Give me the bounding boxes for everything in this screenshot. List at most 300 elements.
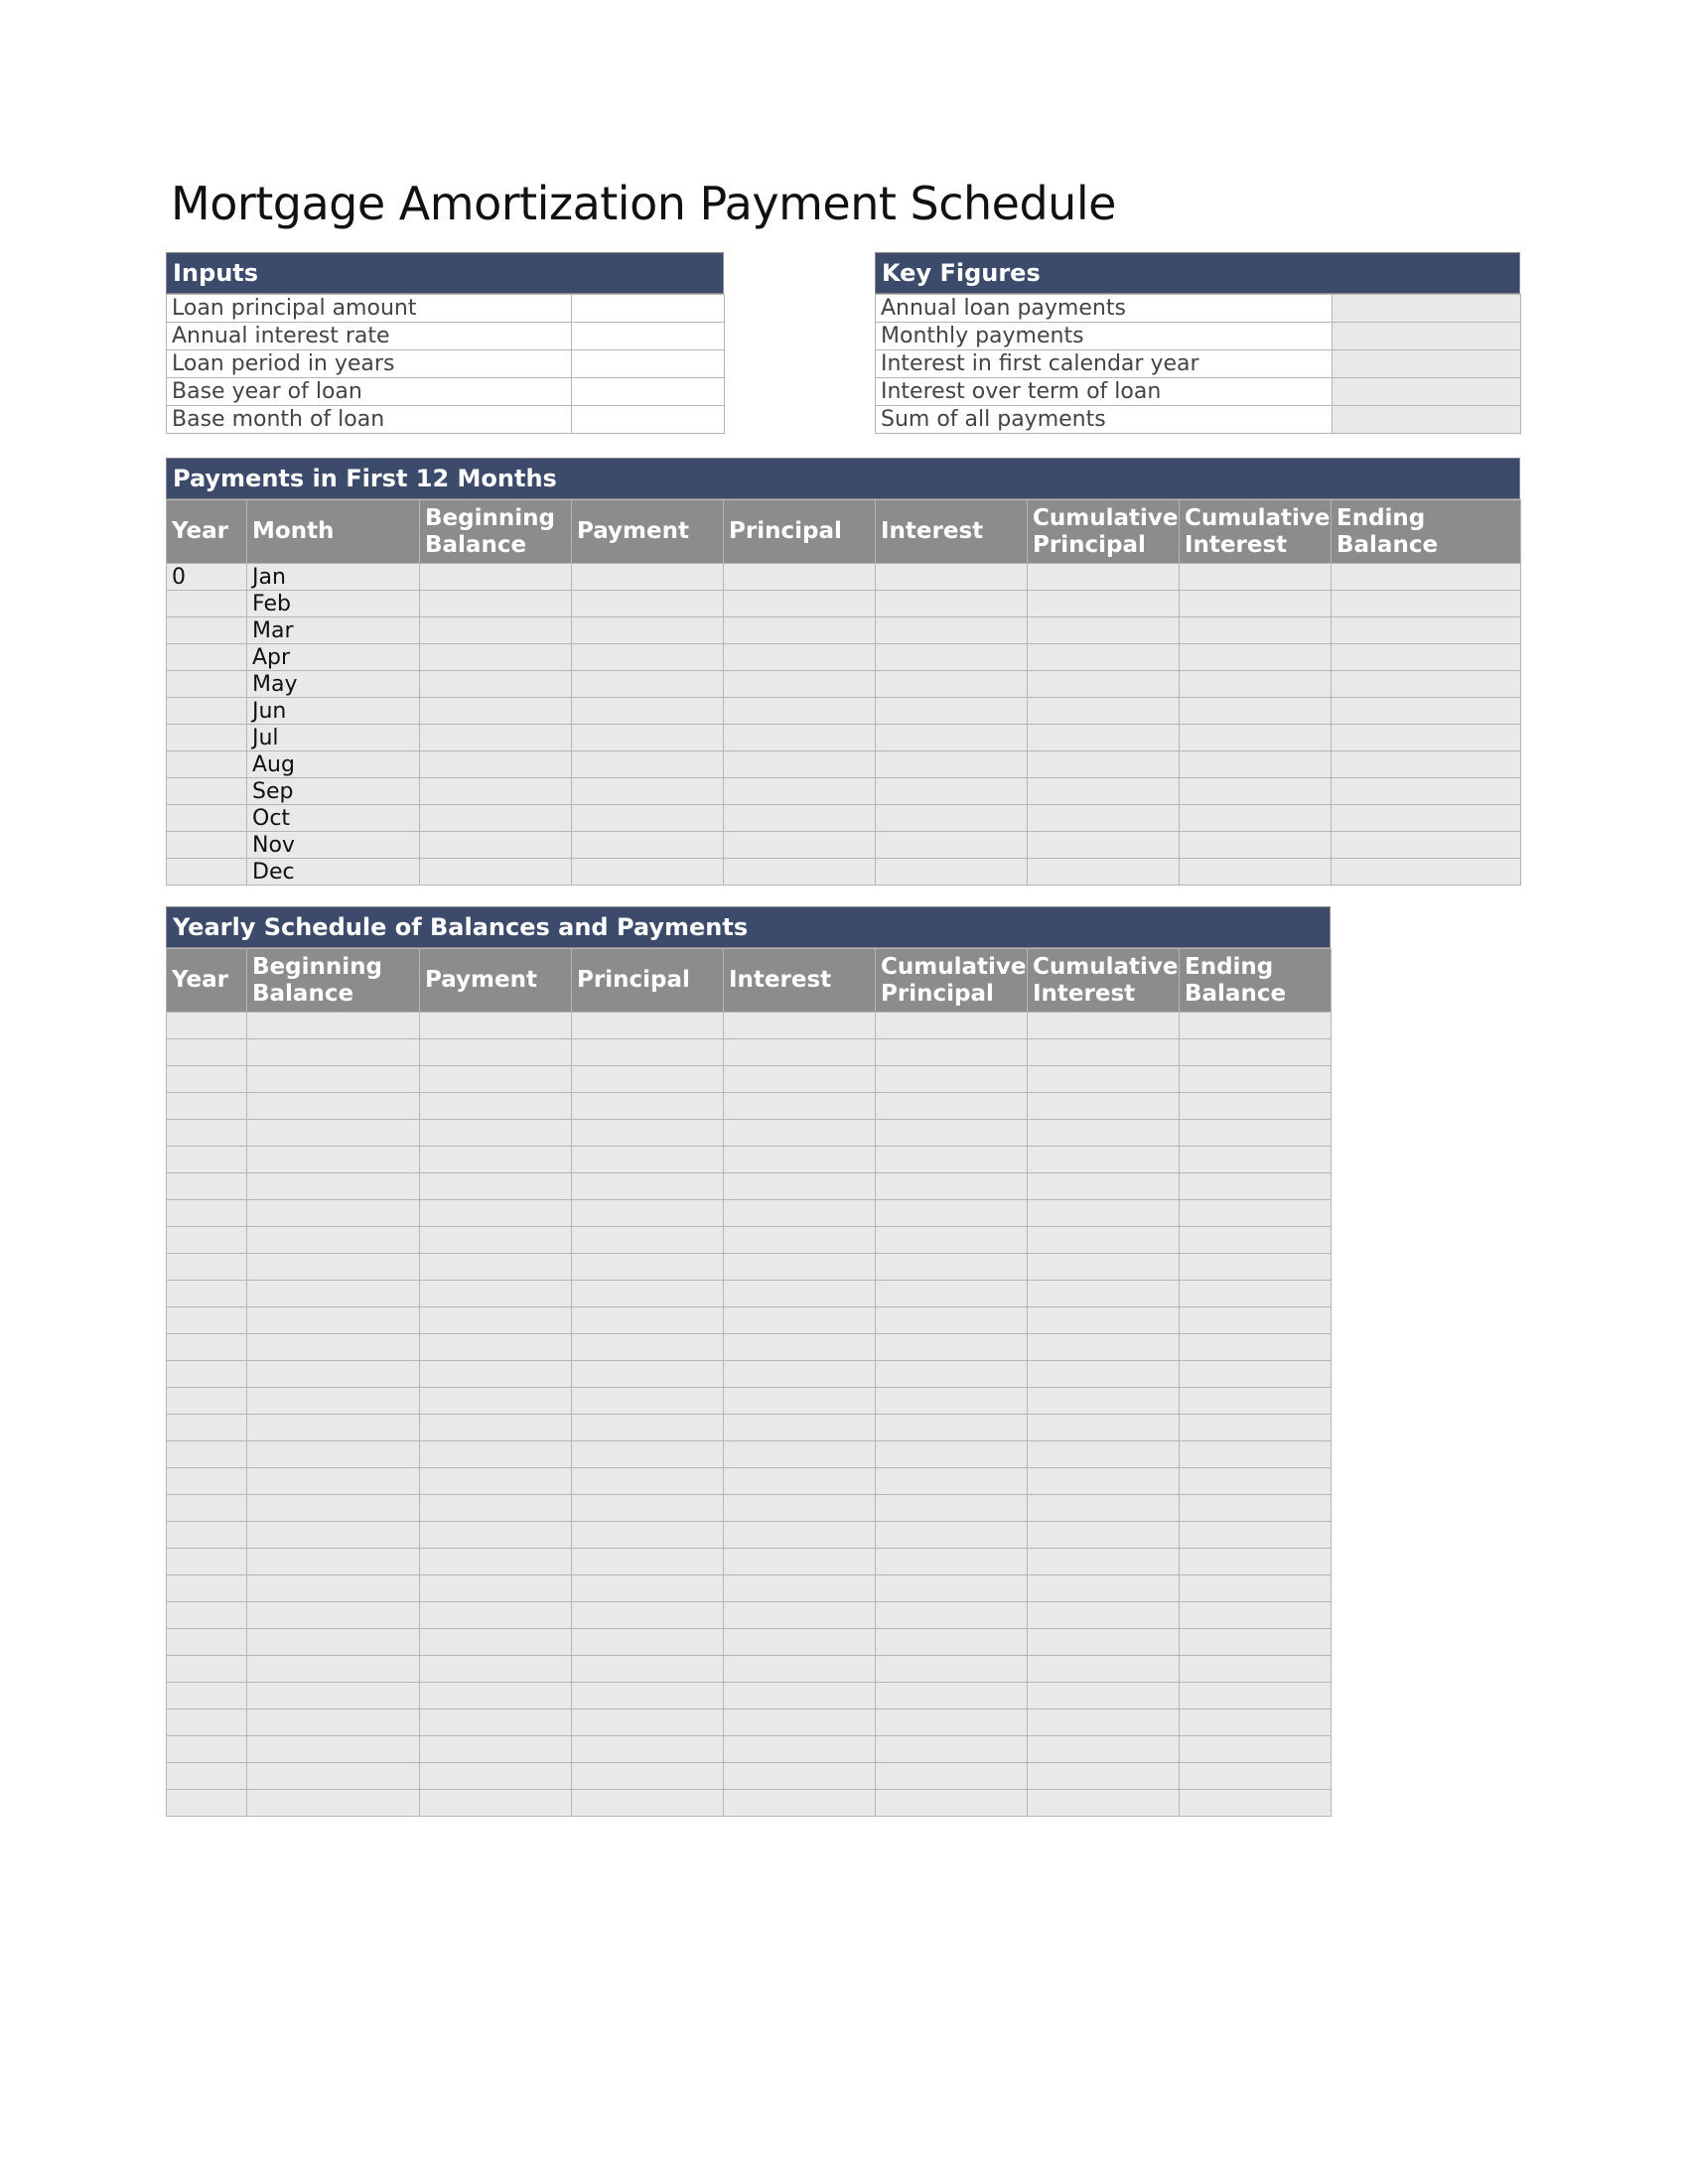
- yearly-value-cell: [572, 1173, 724, 1200]
- yearly-value-cell: [876, 1039, 1028, 1066]
- yearly-value-cell: [876, 1388, 1028, 1415]
- key-figure-value-cell: [1333, 323, 1521, 350]
- key-figure-label: Annual loan payments: [876, 295, 1333, 323]
- yearly-value-cell: [247, 1522, 420, 1549]
- yearly-value-cell: [420, 1709, 572, 1736]
- monthly-value-cell: [1332, 725, 1521, 751]
- yearly-value-cell: [1028, 1227, 1180, 1254]
- yearly-value-cell: [876, 1334, 1028, 1361]
- monthly-value-cell: [724, 805, 876, 832]
- input-value-cell[interactable]: [572, 350, 725, 378]
- input-label: Loan principal amount: [167, 295, 572, 323]
- month-cell: Mar: [247, 617, 420, 644]
- yearly-value-cell: [572, 1254, 724, 1281]
- input-label: Base year of loan: [167, 378, 572, 406]
- yearly-value-cell: [724, 1388, 876, 1415]
- yearly-row: [167, 1147, 1332, 1173]
- yearly-value-cell: [876, 1415, 1028, 1441]
- yearly-value-cell: [1028, 1495, 1180, 1522]
- yearly-value-cell: [572, 1522, 724, 1549]
- yearly-value-cell: [247, 1656, 420, 1683]
- yearly-value-cell: [1028, 1281, 1180, 1307]
- yearly-value-cell: [724, 1709, 876, 1736]
- yearly-row: [167, 1522, 1332, 1549]
- yearly-value-cell: [167, 1522, 247, 1549]
- key-figure-label: Sum of all payments: [876, 406, 1333, 434]
- monthly-value-cell: [572, 805, 724, 832]
- yearly-value-cell: [724, 1281, 876, 1307]
- yearly-value-cell: [247, 1093, 420, 1120]
- yearly-value-cell: [724, 1013, 876, 1039]
- monthly-value-cell: [572, 778, 724, 805]
- yearly-value-cell: [1180, 1790, 1332, 1817]
- monthly-value-cell: [572, 832, 724, 859]
- yearly-value-cell: [572, 1656, 724, 1683]
- yearly-row: [167, 1736, 1332, 1763]
- yearly-value-cell: [167, 1683, 247, 1709]
- yearly-value-cell: [876, 1549, 1028, 1575]
- monthly-value-cell: [724, 564, 876, 591]
- yearly-value-cell: [876, 1736, 1028, 1763]
- year-cell: [167, 617, 247, 644]
- month-cell: Nov: [247, 832, 420, 859]
- yearly-table: [166, 948, 1332, 1817]
- yearly-value-cell: [1180, 1066, 1332, 1093]
- yearly-value-cell: [724, 1120, 876, 1147]
- monthly-value-cell: [876, 591, 1028, 617]
- monthly-value-cell: [1332, 832, 1521, 859]
- yearly-value-cell: [1180, 1441, 1332, 1468]
- yearly-row: [167, 1388, 1332, 1415]
- yearly-value-cell: [1180, 1415, 1332, 1441]
- key-figures-row: [876, 350, 1521, 378]
- yearly-value-cell: [724, 1227, 876, 1254]
- monthly-value-cell: [876, 644, 1028, 671]
- monthly-column-header: Cumulative Interest: [1180, 500, 1332, 564]
- monthly-value-cell: [1028, 591, 1180, 617]
- yearly-column-header: Cumulative Principal: [876, 949, 1028, 1013]
- yearly-value-cell: [1180, 1656, 1332, 1683]
- yearly-value-cell: [1180, 1575, 1332, 1602]
- yearly-value-cell: [1180, 1763, 1332, 1790]
- yearly-value-cell: [420, 1093, 572, 1120]
- yearly-value-cell: [572, 1415, 724, 1441]
- yearly-value-cell: [167, 1039, 247, 1066]
- yearly-value-cell: [1028, 1522, 1180, 1549]
- monthly-row: [167, 698, 1521, 725]
- month-cell: May: [247, 671, 420, 698]
- yearly-value-cell: [876, 1200, 1028, 1227]
- yearly-value-cell: [724, 1656, 876, 1683]
- monthly-value-cell: [724, 671, 876, 698]
- year-cell: [167, 859, 247, 886]
- monthly-value-cell: [1180, 778, 1332, 805]
- yearly-value-cell: [247, 1629, 420, 1656]
- yearly-value-cell: [1028, 1307, 1180, 1334]
- yearly-value-cell: [1180, 1602, 1332, 1629]
- monthly-value-cell: [420, 671, 572, 698]
- yearly-value-cell: [1028, 1334, 1180, 1361]
- yearly-value-cell: [247, 1361, 420, 1388]
- yearly-value-cell: [167, 1763, 247, 1790]
- yearly-value-cell: [1028, 1656, 1180, 1683]
- yearly-value-cell: [1180, 1495, 1332, 1522]
- yearly-value-cell: [420, 1441, 572, 1468]
- month-cell: Jul: [247, 725, 420, 751]
- yearly-value-cell: [247, 1039, 420, 1066]
- yearly-value-cell: [572, 1093, 724, 1120]
- yearly-value-cell: [247, 1200, 420, 1227]
- yearly-value-cell: [420, 1307, 572, 1334]
- yearly-row: [167, 1629, 1332, 1656]
- yearly-value-cell: [572, 1441, 724, 1468]
- inputs-row: [167, 350, 725, 378]
- monthly-value-cell: [1028, 698, 1180, 725]
- yearly-value-cell: [724, 1254, 876, 1281]
- yearly-value-cell: [167, 1495, 247, 1522]
- yearly-value-cell: [1028, 1120, 1180, 1147]
- yearly-value-cell: [724, 1147, 876, 1173]
- month-cell: Aug: [247, 751, 420, 778]
- yearly-value-cell: [572, 1013, 724, 1039]
- yearly-value-cell: [572, 1227, 724, 1254]
- monthly-value-cell: [876, 751, 1028, 778]
- yearly-value-cell: [724, 1173, 876, 1200]
- monthly-value-cell: [1332, 591, 1521, 617]
- monthly-value-cell: [572, 644, 724, 671]
- input-value-cell[interactable]: [572, 323, 725, 350]
- yearly-value-cell: [1028, 1200, 1180, 1227]
- yearly-value-cell: [167, 1575, 247, 1602]
- yearly-value-cell: [724, 1629, 876, 1656]
- monthly-row: [167, 778, 1521, 805]
- monthly-row: [167, 671, 1521, 698]
- yearly-value-cell: [1180, 1039, 1332, 1066]
- monthly-column-header: Ending Balance: [1332, 500, 1521, 564]
- yearly-value-cell: [420, 1763, 572, 1790]
- month-cell: Jan: [247, 564, 420, 591]
- yearly-row: [167, 1307, 1332, 1334]
- monthly-row: [167, 644, 1521, 671]
- inputs-row: [167, 378, 725, 406]
- monthly-value-cell: [1332, 698, 1521, 725]
- yearly-value-cell: [572, 1468, 724, 1495]
- yearly-value-cell: [420, 1415, 572, 1441]
- yearly-value-cell: [167, 1468, 247, 1495]
- yearly-value-cell: [1180, 1200, 1332, 1227]
- yearly-value-cell: [572, 1361, 724, 1388]
- monthly-value-cell: [1028, 832, 1180, 859]
- monthly-value-cell: [572, 725, 724, 751]
- yearly-value-cell: [167, 1388, 247, 1415]
- monthly-value-cell: [1028, 859, 1180, 886]
- yearly-value-cell: [167, 1709, 247, 1736]
- yearly-value-cell: [247, 1763, 420, 1790]
- monthly-value-cell: [1028, 644, 1180, 671]
- monthly-column-header: Month: [247, 500, 420, 564]
- yearly-value-cell: [247, 1736, 420, 1763]
- inputs-row: [167, 295, 725, 323]
- yearly-value-cell: [247, 1066, 420, 1093]
- yearly-value-cell: [167, 1602, 247, 1629]
- monthly-value-cell: [1332, 617, 1521, 644]
- yearly-value-cell: [420, 1334, 572, 1361]
- yearly-value-cell: [724, 1334, 876, 1361]
- yearly-value-cell: [876, 1468, 1028, 1495]
- yearly-value-cell: [247, 1790, 420, 1817]
- monthly-value-cell: [876, 805, 1028, 832]
- monthly-value-cell: [572, 591, 724, 617]
- input-label: Base month of loan: [167, 406, 572, 434]
- monthly-value-cell: [420, 832, 572, 859]
- monthly-value-cell: [1180, 859, 1332, 886]
- monthly-value-cell: [1332, 859, 1521, 886]
- monthly-value-cell: [1180, 725, 1332, 751]
- yearly-value-cell: [572, 1495, 724, 1522]
- yearly-value-cell: [1180, 1388, 1332, 1415]
- year-cell: [167, 698, 247, 725]
- year-cell: [167, 725, 247, 751]
- month-cell: Feb: [247, 591, 420, 617]
- yearly-value-cell: [724, 1495, 876, 1522]
- yearly-value-cell: [1180, 1227, 1332, 1254]
- yearly-value-cell: [167, 1281, 247, 1307]
- yearly-value-cell: [167, 1173, 247, 1200]
- yearly-value-cell: [572, 1388, 724, 1415]
- yearly-value-cell: [167, 1307, 247, 1334]
- inputs-table: [166, 294, 725, 434]
- yearly-value-cell: [1180, 1307, 1332, 1334]
- yearly-row: [167, 1173, 1332, 1200]
- yearly-value-cell: [167, 1013, 247, 1039]
- yearly-value-cell: [1028, 1549, 1180, 1575]
- yearly-value-cell: [1180, 1549, 1332, 1575]
- yearly-row: [167, 1656, 1332, 1683]
- monthly-value-cell: [420, 751, 572, 778]
- key-figures-table: [875, 294, 1521, 434]
- key-figure-label: Interest in first calendar year: [876, 350, 1333, 378]
- yearly-value-cell: [724, 1736, 876, 1763]
- key-figures-row: [876, 406, 1521, 434]
- yearly-row: [167, 1361, 1332, 1388]
- monthly-value-cell: [1028, 751, 1180, 778]
- monthly-value-cell: [572, 671, 724, 698]
- yearly-value-cell: [247, 1602, 420, 1629]
- monthly-value-cell: [1332, 644, 1521, 671]
- yearly-value-cell: [1180, 1173, 1332, 1200]
- yearly-column-header: Payment: [420, 949, 572, 1013]
- yearly-value-cell: [572, 1549, 724, 1575]
- yearly-value-cell: [1028, 1575, 1180, 1602]
- yearly-row: [167, 1334, 1332, 1361]
- monthly-value-cell: [876, 778, 1028, 805]
- monthly-value-cell: [1028, 778, 1180, 805]
- yearly-value-cell: [167, 1736, 247, 1763]
- yearly-value-cell: [1028, 1415, 1180, 1441]
- monthly-section-header: Payments in First 12 Months: [166, 458, 1520, 499]
- yearly-value-cell: [1028, 1066, 1180, 1093]
- yearly-value-cell: [167, 1093, 247, 1120]
- input-value-cell[interactable]: [572, 295, 725, 323]
- yearly-row: [167, 1468, 1332, 1495]
- month-cell: Jun: [247, 698, 420, 725]
- yearly-value-cell: [572, 1709, 724, 1736]
- monthly-value-cell: [420, 698, 572, 725]
- yearly-value-cell: [1180, 1361, 1332, 1388]
- monthly-value-cell: [572, 698, 724, 725]
- monthly-value-cell: [724, 644, 876, 671]
- monthly-row: [167, 832, 1521, 859]
- monthly-value-cell: [876, 859, 1028, 886]
- yearly-value-cell: [420, 1549, 572, 1575]
- yearly-row: [167, 1281, 1332, 1307]
- monthly-value-cell: [876, 617, 1028, 644]
- yearly-value-cell: [1180, 1334, 1332, 1361]
- yearly-value-cell: [247, 1415, 420, 1441]
- yearly-value-cell: [420, 1200, 572, 1227]
- yearly-value-cell: [876, 1173, 1028, 1200]
- yearly-value-cell: [1028, 1441, 1180, 1468]
- yearly-value-cell: [724, 1415, 876, 1441]
- yearly-value-cell: [1028, 1388, 1180, 1415]
- yearly-value-cell: [1028, 1736, 1180, 1763]
- yearly-value-cell: [1180, 1147, 1332, 1173]
- yearly-value-cell: [724, 1441, 876, 1468]
- monthly-value-cell: [572, 751, 724, 778]
- yearly-value-cell: [420, 1790, 572, 1817]
- monthly-value-cell: [1180, 591, 1332, 617]
- yearly-value-cell: [724, 1522, 876, 1549]
- key-figure-label: Interest over term of loan: [876, 378, 1333, 406]
- yearly-value-cell: [572, 1066, 724, 1093]
- yearly-row: [167, 1066, 1332, 1093]
- yearly-column-header: Principal: [572, 949, 724, 1013]
- input-value-cell[interactable]: [572, 378, 725, 406]
- monthly-value-cell: [876, 832, 1028, 859]
- monthly-value-cell: [1180, 751, 1332, 778]
- monthly-value-cell: [1028, 617, 1180, 644]
- key-figures-row: [876, 295, 1521, 323]
- key-figures-header: Key Figures: [875, 252, 1520, 294]
- monthly-value-cell: [1332, 805, 1521, 832]
- monthly-column-header: Cumulative Principal: [1028, 500, 1180, 564]
- monthly-value-cell: [1180, 617, 1332, 644]
- yearly-row: [167, 1495, 1332, 1522]
- monthly-value-cell: [1332, 751, 1521, 778]
- yearly-value-cell: [420, 1736, 572, 1763]
- monthly-value-cell: [420, 591, 572, 617]
- yearly-value-cell: [247, 1173, 420, 1200]
- yearly-value-cell: [420, 1575, 572, 1602]
- key-figures-row: [876, 323, 1521, 350]
- yearly-value-cell: [1180, 1468, 1332, 1495]
- yearly-value-cell: [572, 1281, 724, 1307]
- yearly-value-cell: [167, 1334, 247, 1361]
- yearly-value-cell: [876, 1227, 1028, 1254]
- yearly-row: [167, 1200, 1332, 1227]
- yearly-value-cell: [876, 1307, 1028, 1334]
- yearly-value-cell: [167, 1656, 247, 1683]
- yearly-value-cell: [724, 1039, 876, 1066]
- yearly-value-cell: [1028, 1468, 1180, 1495]
- yearly-value-cell: [876, 1683, 1028, 1709]
- input-value-cell[interactable]: [572, 406, 725, 434]
- year-cell: [167, 644, 247, 671]
- yearly-value-cell: [876, 1254, 1028, 1281]
- month-cell: Apr: [247, 644, 420, 671]
- yearly-value-cell: [420, 1602, 572, 1629]
- yearly-value-cell: [572, 1736, 724, 1763]
- yearly-value-cell: [420, 1173, 572, 1200]
- monthly-value-cell: [1180, 644, 1332, 671]
- yearly-value-cell: [876, 1709, 1028, 1736]
- yearly-value-cell: [1180, 1736, 1332, 1763]
- yearly-value-cell: [724, 1200, 876, 1227]
- page-title: Mortgage Amortization Payment Schedule: [171, 177, 1116, 230]
- yearly-value-cell: [572, 1147, 724, 1173]
- yearly-row: [167, 1790, 1332, 1817]
- yearly-value-cell: [247, 1147, 420, 1173]
- yearly-value-cell: [167, 1200, 247, 1227]
- monthly-value-cell: [876, 671, 1028, 698]
- yearly-value-cell: [420, 1281, 572, 1307]
- yearly-value-cell: [420, 1495, 572, 1522]
- yearly-value-cell: [572, 1307, 724, 1334]
- yearly-value-cell: [572, 1629, 724, 1656]
- year-cell: [167, 751, 247, 778]
- yearly-value-cell: [1180, 1629, 1332, 1656]
- yearly-value-cell: [1028, 1173, 1180, 1200]
- monthly-value-cell: [724, 751, 876, 778]
- yearly-value-cell: [1180, 1254, 1332, 1281]
- inputs-header: Inputs: [166, 252, 724, 294]
- yearly-column-header: Ending Balance: [1180, 949, 1332, 1013]
- yearly-value-cell: [572, 1683, 724, 1709]
- monthly-value-cell: [876, 564, 1028, 591]
- yearly-value-cell: [167, 1549, 247, 1575]
- monthly-value-cell: [420, 617, 572, 644]
- yearly-value-cell: [572, 1039, 724, 1066]
- yearly-row: [167, 1602, 1332, 1629]
- inputs-row: [167, 406, 725, 434]
- key-figure-label: Monthly payments: [876, 323, 1333, 350]
- year-cell: [167, 591, 247, 617]
- yearly-value-cell: [420, 1254, 572, 1281]
- yearly-value-cell: [420, 1039, 572, 1066]
- yearly-column-header: Cumulative Interest: [1028, 949, 1180, 1013]
- yearly-value-cell: [1028, 1763, 1180, 1790]
- monthly-row: [167, 617, 1521, 644]
- yearly-row: [167, 1575, 1332, 1602]
- yearly-row: [167, 1549, 1332, 1575]
- yearly-value-cell: [247, 1495, 420, 1522]
- monthly-value-cell: [724, 617, 876, 644]
- month-cell: Oct: [247, 805, 420, 832]
- monthly-value-cell: [420, 564, 572, 591]
- yearly-value-cell: [1180, 1709, 1332, 1736]
- yearly-value-cell: [247, 1388, 420, 1415]
- yearly-value-cell: [167, 1120, 247, 1147]
- yearly-value-cell: [167, 1790, 247, 1817]
- yearly-value-cell: [724, 1093, 876, 1120]
- yearly-value-cell: [420, 1683, 572, 1709]
- monthly-row: [167, 725, 1521, 751]
- monthly-value-cell: [724, 725, 876, 751]
- yearly-value-cell: [572, 1790, 724, 1817]
- key-figure-value-cell: [1333, 406, 1521, 434]
- yearly-value-cell: [1028, 1709, 1180, 1736]
- monthly-column-header: Payment: [572, 500, 724, 564]
